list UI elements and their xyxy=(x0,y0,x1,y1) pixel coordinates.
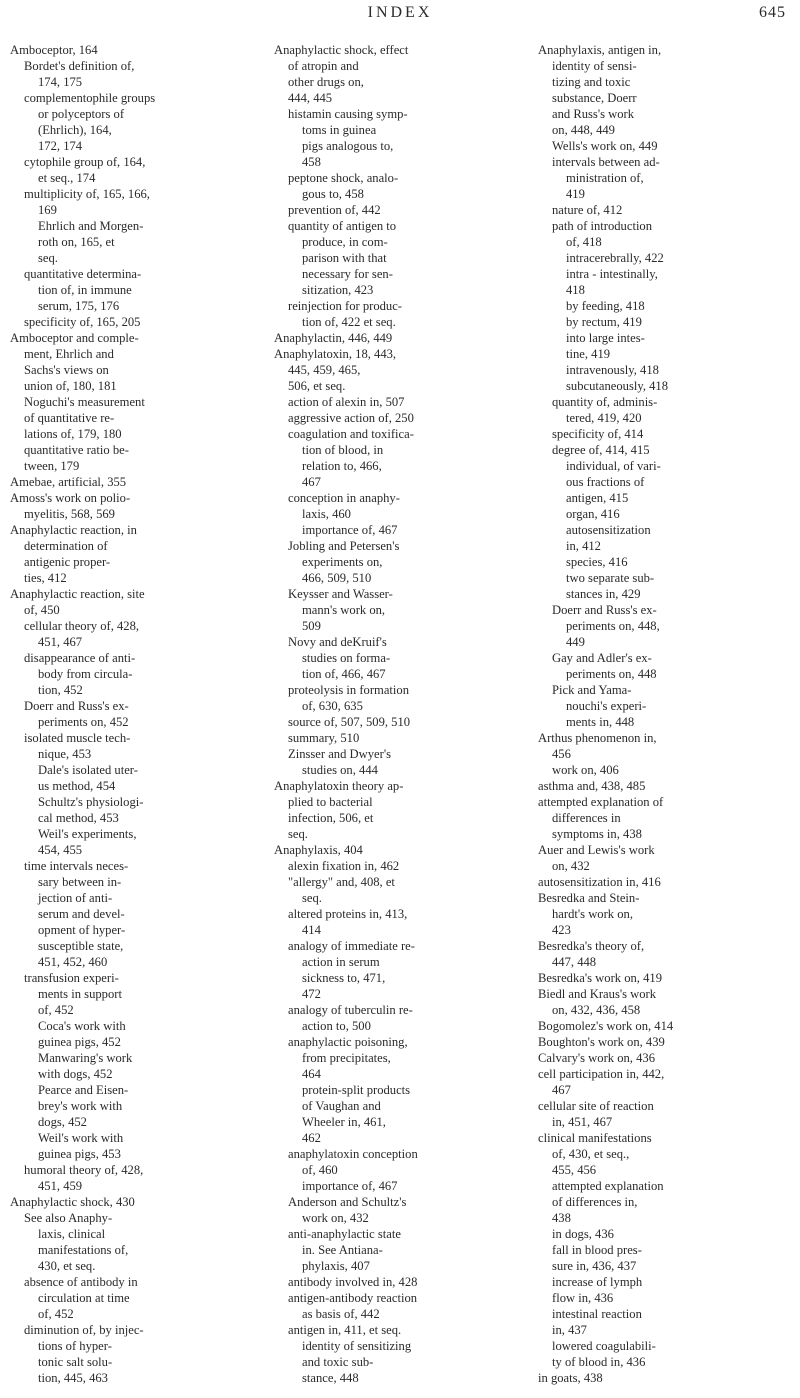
index-subentry: disappearance of anti- xyxy=(24,651,136,665)
index-subentry: antigen, 415 xyxy=(566,491,629,505)
index-subentry: stance, 448 xyxy=(302,1371,359,1385)
index-subentry: determination of xyxy=(24,539,108,553)
index-subentry: transfusion experi- xyxy=(24,971,119,985)
index-entry: Anaphylactic shock, 430 xyxy=(10,1195,135,1209)
index-subentry: tizing and toxic xyxy=(552,75,631,89)
index-subentry: of differences in, xyxy=(552,1195,638,1209)
index-subentry: tion of, in immune xyxy=(38,283,132,297)
index-subentry: two separate sub- xyxy=(566,571,655,585)
index-subentry: intra - intestinally, xyxy=(566,267,658,281)
index-entry: Anaphylaxis, 404 xyxy=(274,843,363,857)
index-subentry: Gay and Adler's ex- xyxy=(552,651,652,665)
index-entry: Bogomolez's work on, 414 xyxy=(538,1019,674,1033)
index-subentry: 169 xyxy=(38,203,57,217)
index-subentry: 455, 456 xyxy=(552,1163,597,1177)
index-subentry: 506, et seq. xyxy=(288,379,346,393)
index-subentry: tered, 419, 420 xyxy=(566,411,642,425)
index-subentry: periments on, 448 xyxy=(566,667,657,681)
index-subentry: nouchi's experi- xyxy=(566,699,647,713)
index-subentry: of, 452 xyxy=(38,1307,74,1321)
index-subentry: 472 xyxy=(302,987,321,1001)
index-entry: Besredka's work on, 419 xyxy=(538,971,662,985)
index-subentry: cytophile group of, 164, xyxy=(24,155,146,169)
index-subentry: antigen-antibody reaction xyxy=(288,1291,418,1305)
index-subentry: into large intes- xyxy=(566,331,645,345)
index-subentry: degree of, 414, 415 xyxy=(552,443,650,457)
index-subentry: seq. xyxy=(288,827,308,841)
index-subentry: See also Anaphy- xyxy=(24,1211,113,1225)
index-subentry: or polyceptors of xyxy=(38,107,125,121)
index-subentry: 444, 445 xyxy=(288,91,333,105)
index-subentry: with dogs, 452 xyxy=(38,1067,113,1081)
index-subentry: Weil's experiments, xyxy=(38,827,137,841)
index-subentry: 458 xyxy=(302,155,321,169)
index-subentry: on, 432 xyxy=(552,859,590,873)
index-subentry: seq. xyxy=(38,251,58,265)
index-subentry: opment of hyper- xyxy=(38,923,126,937)
index-subentry: intestinal reaction xyxy=(552,1307,642,1321)
index-subentry: summary, 510 xyxy=(288,731,360,745)
index-subentry: humoral theory of, 428, xyxy=(24,1163,144,1177)
index-subentry: periments on, 448, xyxy=(566,619,660,633)
index-subentry: analogy of tuberculin re- xyxy=(288,1003,413,1017)
index-subentry: gous to, 458 xyxy=(302,187,364,201)
index-subentry: Schultz's physiologi- xyxy=(38,795,144,809)
index-subentry: manifestations of, xyxy=(38,1243,129,1257)
index-subentry: Wells's work on, 449 xyxy=(552,139,658,153)
index-subentry: 419 xyxy=(566,187,585,201)
index-subentry: ous fractions of xyxy=(566,475,645,489)
index-entry: cell participation in, 442, xyxy=(538,1067,665,1081)
index-subentry: experiments on, xyxy=(302,555,383,569)
index-subentry: stances in, 429 xyxy=(566,587,641,601)
index-subentry: laxis, clinical xyxy=(38,1227,106,1241)
index-subentry: importance of, 467 xyxy=(302,523,398,537)
index-subentry: 430, et seq. xyxy=(38,1259,96,1273)
index-subentry: ments in, 448 xyxy=(566,715,635,729)
index-subentry: seq. xyxy=(302,891,322,905)
index-entry: Besredka and Stein- xyxy=(538,891,640,905)
index-entry: Anaphylactin, 446, 449 xyxy=(274,331,393,345)
index-subentry: sary between in- xyxy=(38,875,122,889)
index-subentry: and toxic sub- xyxy=(302,1355,374,1369)
index-subentry: coagulation and toxifica- xyxy=(288,427,414,441)
index-subentry: path of introduction xyxy=(552,219,653,233)
index-subentry: 456 xyxy=(552,747,571,761)
index-subentry: and Russ's work xyxy=(552,107,635,121)
index-subentry: specificity of, 165, 205 xyxy=(24,315,141,329)
index-subentry: identity of sensitizing xyxy=(302,1339,412,1353)
index-subentry: peptone shock, analo- xyxy=(288,171,399,185)
index-subentry: Novy and deKruif's xyxy=(288,635,387,649)
index-subentry: time intervals neces- xyxy=(24,859,129,873)
index-subentry: complementophile groups xyxy=(24,91,156,105)
index-entry: Auer and Lewis's work xyxy=(538,843,655,857)
index-subentry: Jobling and Petersen's xyxy=(288,539,400,553)
index-subentry: of, 430, et seq., xyxy=(552,1147,630,1161)
index-subentry: Anderson and Schultz's xyxy=(288,1195,407,1209)
index-subentry: circulation at time xyxy=(38,1291,130,1305)
index-entry: Besredka's theory of, xyxy=(538,939,645,953)
index-entry: attempted explanation of xyxy=(538,795,664,809)
index-subentry: Bordet's definition of, xyxy=(24,59,135,73)
index-subentry: increase of lymph xyxy=(552,1275,643,1289)
index-entry: Anaphylactic reaction, in xyxy=(10,523,137,537)
index-subentry: body from circula- xyxy=(38,667,133,681)
index-subentry: phylaxis, 407 xyxy=(302,1259,370,1273)
index-subentry: us method, 454 xyxy=(38,779,116,793)
index-subentry: importance of, 467 xyxy=(302,1179,398,1193)
index-subentry: source of, 507, 509, 510 xyxy=(288,715,411,729)
index-subentry: of atropin and xyxy=(288,59,359,73)
index-entry: Arthus phenomenon in, xyxy=(538,731,657,745)
index-subentry: anti-anaphylactic state xyxy=(288,1227,401,1241)
index-subentry: jection of anti- xyxy=(38,891,113,905)
index-subentry: proteolysis in formation xyxy=(288,683,410,697)
index-subentry: specificity of, 414 xyxy=(552,427,644,441)
index-subentry: serum, 175, 176 xyxy=(38,299,120,313)
index-subentry: (Ehrlich), 164, xyxy=(38,123,112,137)
index-subentry: Doerr and Russ's ex- xyxy=(24,699,129,713)
index-subentry: plied to bacterial xyxy=(288,795,373,809)
index-subentry: anaphylatoxin conception xyxy=(288,1147,418,1161)
index-subentry: conception in anaphy- xyxy=(288,491,400,505)
index-column-2 xyxy=(274,42,524,1386)
index-subentry: susceptible state, xyxy=(38,939,124,953)
index-subentry: quantitative ratio be- xyxy=(24,443,129,457)
index-subentry: Wheeler in, 461, xyxy=(302,1115,386,1129)
index-subentry: absence of antibody in xyxy=(24,1275,138,1289)
index-subentry: action of alexin in, 507 xyxy=(288,395,405,409)
index-entry: Amoss's work on polio- xyxy=(10,491,131,505)
index-subentry: on, 432, 436, 458 xyxy=(552,1003,641,1017)
index-subentry: tion of, 422 et seq. xyxy=(302,315,396,329)
index-subentry: protein-split products xyxy=(302,1083,411,1097)
index-subentry: ty of blood in, 436 xyxy=(552,1355,646,1369)
index-subentry: isolated muscle tech- xyxy=(24,731,131,745)
index-entry: Biedl and Kraus's work xyxy=(538,987,657,1001)
running-title: INDEX xyxy=(367,4,433,21)
index-subentry: sure in, 436, 437 xyxy=(552,1259,637,1273)
index-subentry: of, 460 xyxy=(302,1163,338,1177)
index-subentry: 451, 467 xyxy=(38,635,83,649)
index-subentry: Zinsser and Dwyer's xyxy=(288,747,391,761)
index-subentry: individual, of vari- xyxy=(566,459,661,473)
index-subentry: guinea pigs, 452 xyxy=(38,1035,121,1049)
index-subentry: 445, 459, 465, xyxy=(288,363,361,377)
index-subentry: histamin causing symp- xyxy=(288,107,408,121)
index-subentry: dogs, 452 xyxy=(38,1115,87,1129)
index-subentry: serum and devel- xyxy=(38,907,125,921)
index-subentry: Sachs's views on xyxy=(24,363,109,377)
index-subentry: autosensitization xyxy=(566,523,651,537)
index-subentry: cellular theory of, 428, xyxy=(24,619,140,633)
index-subentry: 464 xyxy=(302,1067,321,1081)
index-subentry: sitization, 423 xyxy=(302,283,374,297)
index-subentry: Pearce and Eisen- xyxy=(38,1083,129,1097)
index-subentry: 447, 448 xyxy=(552,955,597,969)
index-subentry: Dale's isolated uter- xyxy=(38,763,138,777)
index-subentry: Coca's work with xyxy=(38,1019,126,1033)
index-entry: Amebae, artificial, 355 xyxy=(10,475,127,489)
index-subentry: union of, 180, 181 xyxy=(24,379,117,393)
index-subentry: et seq., 174 xyxy=(38,171,96,185)
index-subentry: 174, 175 xyxy=(38,75,83,89)
index-subentry: of, 630, 635 xyxy=(302,699,363,713)
index-subentry: necessary for sen- xyxy=(302,267,393,281)
index-subentry: on, 448, 449 xyxy=(552,123,615,137)
page-number: 645 xyxy=(759,4,786,21)
index-subentry: antigenic proper- xyxy=(24,555,111,569)
index-subentry: work on, 406 xyxy=(552,763,619,777)
index-subentry: in, 412 xyxy=(566,539,601,553)
index-subentry: intracerebrally, 422 xyxy=(566,251,664,265)
index-subentry: tion, 452 xyxy=(38,683,83,697)
index-subentry: intravenously, 418 xyxy=(566,363,659,377)
index-subentry: prevention of, 442 xyxy=(288,203,381,217)
index-subentry: 466, 509, 510 xyxy=(302,571,372,585)
index-subentry: in, 437 xyxy=(552,1323,587,1337)
index-subentry: ment, Ehrlich and xyxy=(24,347,114,361)
index-entry: Amboceptor and comple- xyxy=(10,331,139,345)
index-subentry: ministration of, xyxy=(566,171,644,185)
index-entry: in goats, 438 xyxy=(538,1371,603,1385)
index-subentry: in. See Antiana- xyxy=(302,1243,383,1257)
index-subentry: ties, 412 xyxy=(24,571,67,585)
index-subentry: 451, 452, 460 xyxy=(38,955,108,969)
index-subentry: hardt's work on, xyxy=(552,907,633,921)
index-subentry: infection, 506, et xyxy=(288,811,374,825)
index-subentry: attempted explanation xyxy=(552,1179,664,1193)
index-subentry: 423 xyxy=(552,923,571,937)
index-subentry: intervals between ad- xyxy=(552,155,660,169)
index-entry: autosensitization in, 416 xyxy=(538,875,661,889)
index-subentry: by feeding, 418 xyxy=(566,299,645,313)
index-entry: clinical manifestations xyxy=(538,1131,652,1145)
index-entry: Calvary's work on, 436 xyxy=(538,1051,655,1065)
index-entry: Anaphylatoxin, 18, 443, xyxy=(274,347,397,361)
index-subentry: of, 418 xyxy=(566,235,602,249)
index-subentry: Keysser and Wasser- xyxy=(288,587,393,601)
index-subentry: tion of blood, in xyxy=(302,443,384,457)
index-subentry: fall in blood pres- xyxy=(552,1243,642,1257)
index-subentry: in, 451, 467 xyxy=(552,1115,613,1129)
index-subentry: 414 xyxy=(302,923,321,937)
index-subentry: ments in support xyxy=(38,987,122,1001)
index-subentry: Doerr and Russ's ex- xyxy=(552,603,657,617)
index-subentry: periments on, 452 xyxy=(38,715,129,729)
index-subentry: other drugs on, xyxy=(288,75,364,89)
index-subentry: analogy of immediate re- xyxy=(288,939,415,953)
index-entry: Anaphylactic reaction, site xyxy=(10,587,145,601)
index-subentry: action in serum xyxy=(302,955,380,969)
index-subentry: reinjection for produc- xyxy=(288,299,402,313)
index-subentry: tion of, 466, 467 xyxy=(302,667,386,681)
index-subentry: altered proteins in, 413, xyxy=(288,907,408,921)
index-subentry: as basis of, 442 xyxy=(302,1307,380,1321)
index-subentry: toms in guinea xyxy=(302,123,377,137)
index-entry: Anaphylactic shock, effect xyxy=(274,43,409,57)
index-subentry: Ehrlich and Morgen- xyxy=(38,219,144,233)
index-subentry: aggressive action of, 250 xyxy=(288,411,414,425)
index-subentry: organ, 416 xyxy=(566,507,620,521)
index-subentry: of Vaughan and xyxy=(302,1099,381,1113)
index-subentry: 438 xyxy=(552,1211,571,1225)
index-subentry: lations of, 179, 180 xyxy=(24,427,122,441)
index-subentry: guinea pigs, 453 xyxy=(38,1147,121,1161)
index-entry: Boughton's work on, 439 xyxy=(538,1035,665,1049)
index-subentry: identity of sensi- xyxy=(552,59,637,73)
index-subentry: differences in xyxy=(552,811,621,825)
index-subentry: studies on forma- xyxy=(302,651,391,665)
index-subentry: nature of, 412 xyxy=(552,203,623,217)
index-subentry: 449 xyxy=(566,635,585,649)
index-subentry: anaphylactic poisoning, xyxy=(288,1035,408,1049)
index-subentry: cal method, 453 xyxy=(38,811,119,825)
index-subentry: tions of hyper- xyxy=(38,1339,112,1353)
index-subentry: roth on, 165, et xyxy=(38,235,115,249)
index-subentry: lowered coagulabili- xyxy=(552,1339,656,1353)
index-column-1 xyxy=(10,42,260,1386)
index-subentry: diminution of, by injec- xyxy=(24,1323,144,1337)
index-subentry: quantity of, adminis- xyxy=(552,395,658,409)
index-entry: cellular site of reaction xyxy=(538,1099,654,1113)
index-subentry: species, 416 xyxy=(566,555,628,569)
index-subentry: Weil's work with xyxy=(38,1131,124,1145)
index-subentry: tween, 179 xyxy=(24,459,80,473)
index-entry: Anaphylatoxin theory ap- xyxy=(274,779,404,793)
index-subentry: 462 xyxy=(302,1131,321,1145)
index-subentry: multiplicity of, 165, 166, xyxy=(24,187,150,201)
index-subentry: 509 xyxy=(302,619,321,633)
index-subentry: quantity of antigen to xyxy=(288,219,397,233)
index-column-3 xyxy=(538,42,788,1386)
index-subentry: produce, in com- xyxy=(302,235,388,249)
index-subentry: from precipitates, xyxy=(302,1051,391,1065)
index-subentry: mann's work on, xyxy=(302,603,386,617)
index-subentry: substance, Doerr xyxy=(552,91,637,105)
index-subentry: myelitis, 568, 569 xyxy=(24,507,115,521)
index-subentry: brey's work with xyxy=(38,1099,123,1113)
index-subentry: tine, 419 xyxy=(566,347,611,361)
index-subentry: of quantitative re- xyxy=(24,411,115,425)
index-subentry: of, 452 xyxy=(38,1003,74,1017)
index-subentry: studies on, 444 xyxy=(302,763,378,777)
index-subentry: nique, 453 xyxy=(38,747,92,761)
index-subentry: 454, 455 xyxy=(38,843,83,857)
index-subentry: subcutaneously, 418 xyxy=(566,379,669,393)
index-entry: Anaphylaxis, antigen in, xyxy=(538,43,662,57)
index-subentry: by rectum, 419 xyxy=(566,315,642,329)
index-subentry: tonic salt solu- xyxy=(38,1355,113,1369)
index-subentry: 467 xyxy=(552,1083,571,1097)
index-subentry: flow in, 436 xyxy=(552,1291,614,1305)
index-subentry: action to, 500 xyxy=(302,1019,371,1033)
index-subentry: laxis, 460 xyxy=(302,507,351,521)
index-subentry: Noguchi's measurement xyxy=(24,395,145,409)
index-subentry: Pick and Yama- xyxy=(552,683,632,697)
index-subentry: symptoms in, 438 xyxy=(552,827,642,841)
index-subentry: quantitative determina- xyxy=(24,267,142,281)
index-subentry: 172, 174 xyxy=(38,139,83,153)
index-subentry: antigen in, 411, et seq. xyxy=(288,1323,402,1337)
index-subentry: tion, 445, 463 xyxy=(38,1371,108,1385)
index-subentry: 418 xyxy=(566,283,585,297)
index-subentry: Manwaring's work xyxy=(38,1051,133,1065)
index-subentry: work on, 432 xyxy=(302,1211,369,1225)
index-entry: asthma and, 438, 485 xyxy=(538,779,646,793)
index-subentry: in dogs, 436 xyxy=(552,1227,614,1241)
index-subentry: pigs analogous to, xyxy=(302,139,394,153)
index-subentry: of, 450 xyxy=(24,603,60,617)
index-subentry: antibody involved in, 428 xyxy=(288,1275,418,1289)
index-subentry: "allergy" and, 408, et xyxy=(288,875,395,889)
index-subentry: parison with that xyxy=(302,251,387,265)
index-subentry: sickness to, 471, xyxy=(302,971,386,985)
index-subentry: 467 xyxy=(302,475,321,489)
index-subentry: 451, 459 xyxy=(38,1179,83,1193)
index-subentry: alexin fixation in, 462 xyxy=(288,859,400,873)
index-subentry: relation to, 466, xyxy=(302,459,382,473)
index-entry: Amboceptor, 164 xyxy=(10,43,98,57)
